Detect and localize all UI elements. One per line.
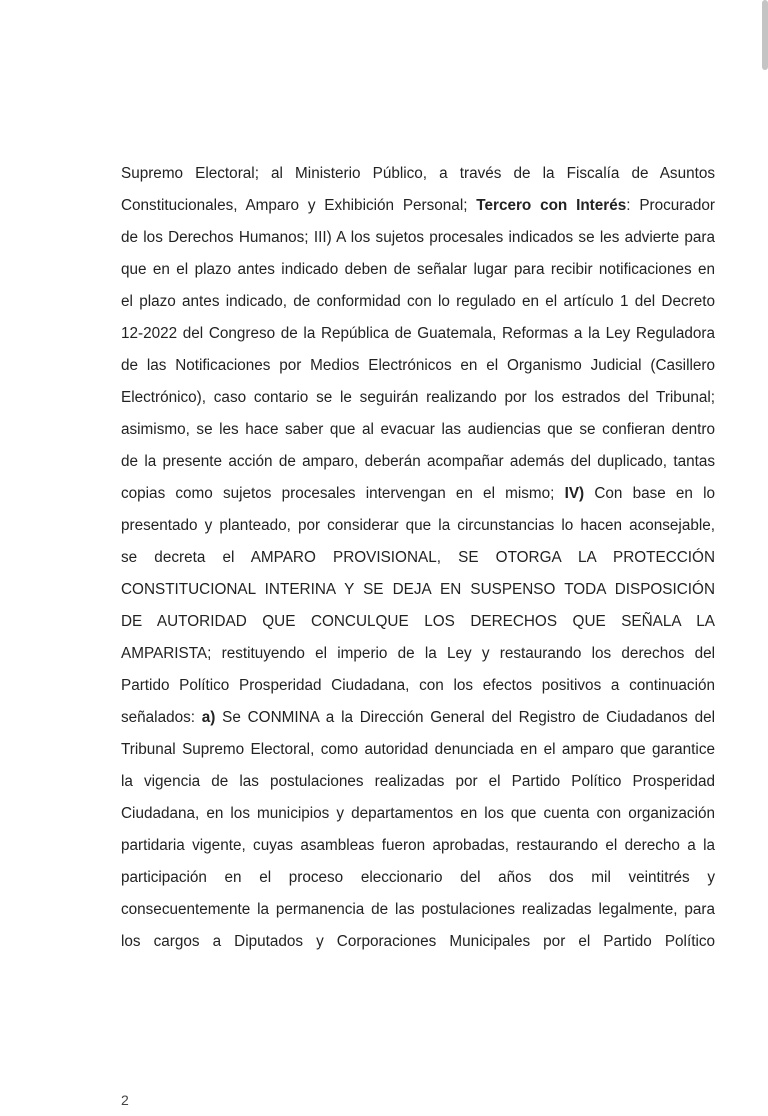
text-segment: partidaria vigente, cuyas asambleas fueron aprobadas, restaurando el derecho a la: [121, 837, 715, 854]
text-segment: de las Notificaciones por Medios Electrónicos en el Organismo Judicial (Casillero: [121, 357, 715, 374]
text-line: [121, 158, 715, 190]
text-segment: se decreta el AMPARO PROVISIONAL, SE OTORGA LA PROTECCIÓN: [121, 549, 715, 566]
text-segment: presentado y planteado, por considerar que la circunstancias lo hacen aconsejable,: [121, 517, 715, 534]
text-segment: Supremo Electoral; al Ministerio Público, a través de la Fiscalía de Asuntos: [121, 165, 715, 182]
text-line: [121, 286, 715, 318]
text-line: [121, 830, 715, 862]
document-body: [121, 158, 715, 958]
text-line: [121, 190, 715, 222]
bold-text-segment: Tercero con Interés: [476, 197, 627, 214]
text-line: [121, 766, 715, 798]
text-line: [121, 382, 715, 414]
text-segment: consecuentemente la permanencia de las postulaciones realizadas legalmente, para: [121, 901, 715, 918]
text-segment: Con base en lo: [584, 485, 716, 502]
text-line: [121, 318, 715, 350]
text-segment: Se CONMINA a la Dirección General del Registro de Ciudadanos del: [215, 709, 715, 726]
text-segment: Constitucionales, Amparo y Exhibición Personal;: [121, 197, 477, 214]
text-line: [121, 446, 715, 478]
text-line: [121, 254, 715, 286]
text-segment: AMPARISTA; restituyendo el imperio de la Ley y restaurando los derechos del: [121, 645, 715, 662]
bold-text-segment: IV): [564, 485, 585, 502]
text-segment: DE AUTORIDAD QUE CONCULQUE LOS DERECHOS QUE SEÑALA LA: [121, 613, 715, 630]
text-segment: 12-2022 del Congreso de la República de Guatemala, Reformas a la Ley Reguladora: [121, 325, 715, 342]
page-number: 2: [121, 1092, 129, 1108]
text-line: [121, 510, 715, 542]
text-line: [121, 606, 715, 638]
text-segment: de la presente acción de amparo, deberán acompañar además del duplicado, tantas: [121, 453, 715, 470]
text-line: [121, 350, 715, 382]
text-line: [121, 478, 715, 510]
scrollbar-thumb[interactable]: [762, 0, 768, 70]
text-segment: CONSTITUCIONAL INTERINA Y SE DEJA EN SUSPENSO TODA DISPOSICIÓN: [121, 581, 715, 598]
text-line: [121, 638, 715, 670]
text-segment: asimismo, se les hace saber que al evacuar las audiencias que se confieran dentro: [121, 421, 715, 438]
text-line: [121, 734, 715, 766]
text-line: [121, 542, 715, 574]
text-segment: la vigencia de las postulaciones realizadas por el Partido Político Prosperidad: [121, 773, 715, 790]
text-line: [121, 574, 715, 606]
text-segment: de los Derechos Humanos; III) A los sujetos procesales indicados se les advierte para: [121, 229, 715, 246]
text-line: [121, 798, 715, 830]
text-line: [121, 894, 715, 926]
text-segment: Electrónico), caso contario se le seguirán realizando por los estrados del Tribunal;: [121, 389, 715, 406]
text-line: [121, 926, 715, 958]
text-segment: Partido Político Prosperidad Ciudadana, con los efectos positivos a continuación: [121, 677, 715, 694]
text-segment: copias como sujetos procesales intervengan en el mismo;: [121, 485, 565, 502]
text-segment: Tribunal Supremo Electoral, como autoridad denunciada en el amparo que garantice: [121, 741, 715, 758]
text-line: [121, 222, 715, 254]
text-line: [121, 862, 715, 894]
bold-text-segment: a): [201, 709, 216, 726]
text-line: [121, 670, 715, 702]
text-segment: participación en el proceso eleccionario del años dos mil veintitrés y: [121, 869, 715, 886]
text-segment: el plazo antes indicado, de conformidad con lo regulado en el artículo 1 del Decreto: [121, 293, 715, 310]
text-segment: que en el plazo antes indicado deben de señalar lugar para recibir notificaciones en: [121, 261, 715, 278]
text-segment: los cargos a Diputados y Corporaciones Municipales por el Partido Político: [121, 933, 715, 950]
text-line: [121, 414, 715, 446]
text-line: [121, 702, 715, 734]
text-segment: : Procurador: [626, 197, 715, 214]
text-segment: Ciudadana, en los municipios y departamentos en los que cuenta con organización: [121, 805, 715, 822]
text-segment: señalados:: [121, 709, 202, 726]
